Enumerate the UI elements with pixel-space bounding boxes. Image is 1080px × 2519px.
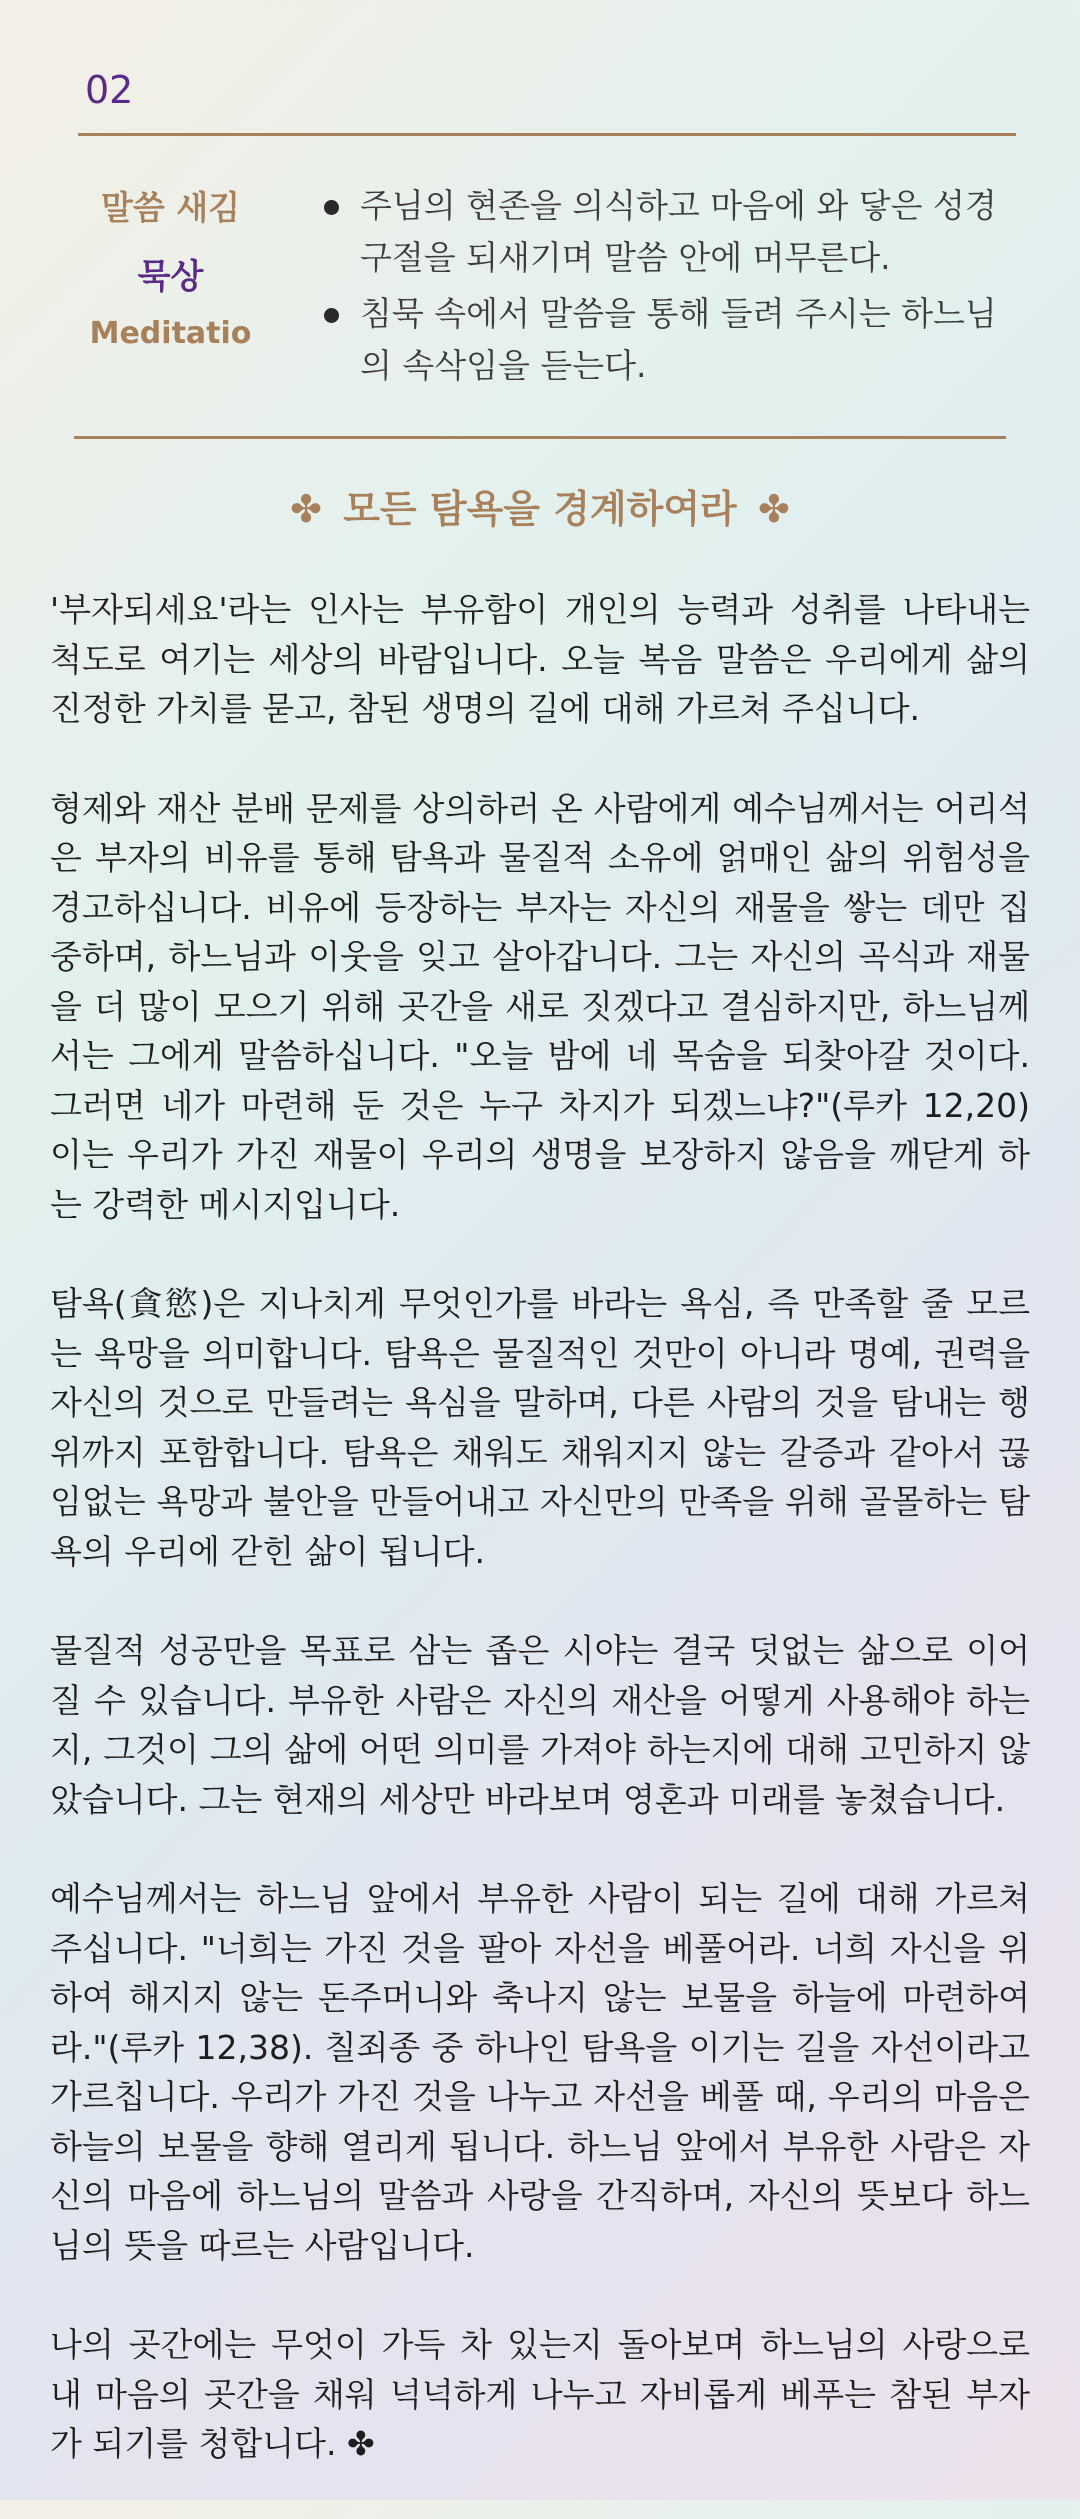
section-labels [58,182,283,351]
bullet-icon [324,308,339,323]
title-text: 모든 탐욕을 경계하여라 [343,487,737,531]
paragraph: 형제와 재산 분배 문제를 상의하러 온 사람에게 예수님께서는 어리석은 부자의 비유를 통해 탐욕과 물질적 소유에 얽매인 삶의 위험성을 경고하십니다. 비유에 등장하는 부자는 자신의 재물을 쌓는 데만 집중하며, 하느님과 이웃을 잊고 살아갑니다. 그는 자신의 곡식과 재물을 더 많이 모으기 위해 곳간을 새로 짓겠다고 결심하지만, 하느님께서는 그에게 말씀하십니다. "오늘 밤에 네 목숨을 되찾아갈 것이다. 그러면 네가 마련해 둔 것은 누구 차지가 되겠느냐?"(루카 12,20) 이는 우리가 가진 재물이 우리의 생명을 보장하지 않음을 깨닫게 하는 강력한 메시지입니다. [50,788,1030,1224]
section-label-korean: 말씀 새김 [100,188,240,227]
page-number: 02 [85,68,134,112]
bottom-divider [74,436,1006,439]
paragraph: 예수님께서는 하느님 앞에서 부유한 사람이 되는 길에 대해 가르쳐 주십니다. "너희는 가진 것을 팔아 자선을 베풀어라. 너희 자신을 위하여 해지지 않는 돈주머니와 축나지 않는 보물을 하늘에 마련하여라."(루카 12,38). 칠죄종 중 하나인 탐욕을 이기는 길을 자선이라고 가르칩니다. 우리가 가진 것을 나누고 자선을 베풀 때, 우리의 마음은 하늘의 보물을 향해 열리게 됩니다. 하느님 앞에서 부유한 사람은 자신의 마음에 하느님의 말씀과 사랑을 간직하며, 자신의 뜻보다 하느님의 뜻을 따르는 사람입니다. [50,1879,1030,2265]
paragraph: 탐욕(貪慾)은 지나치게 무엇인가를 바라는 욕심, 즉 만족할 줄 모르는 욕망을 의미합니다. 탐욕은 물질적인 것만이 아니라 명예, 권력을 자신의 것으로 만들려는 욕심을 말하며, 다른 사람의 것을 탐내는 행위까지 포함합니다. 탐욕은 채워도 채워지지 않는 갈증과 같아서 끊임없는 욕망과 불안을 만들어내고 자신만의 만족을 위해 골몰하는 탐욕의 우리에 갇힌 삶이 됩니다. [50,1284,1030,1571]
guideline-text: 침묵 속에서 말씀을 통해 들려 주시는 하느님의 속삭임을 듣는다. [360,294,997,385]
paragraph: 나의 곳간에는 무엇이 가득 차 있는지 돌아보며 하느님의 사랑으로 내 마음의 곳간을 채워 넉넉하게 나누고 자비롭게 베푸는 참된 부자가 되기를 청합니다. ✤ [50,2325,1030,2463]
reflection-body [50,585,1030,2519]
bullet-icon [324,200,339,215]
meditation-guidelines [310,180,1010,396]
guideline-item [310,180,1010,284]
guideline-item [310,288,1010,392]
reflection-title [0,478,1080,533]
section-label-latin: Meditatio [89,316,252,351]
clover-ornament-icon: ✤ [758,487,790,531]
section-label-meditation: 묵상 [137,257,204,297]
top-divider [78,133,1016,136]
guideline-text: 주님의 현존을 의식하고 마음에 와 닿은 성경구절을 되새기며 말씀 안에 머무른다. [360,186,997,277]
clover-ornament-icon: ✤ [290,487,322,531]
paragraph: '부자되세요'라는 인사는 부유함이 개인의 능력과 성취를 나타내는 척도로 여기는 세상의 바람입니다. 오늘 복음 말씀은 우리에게 삶의 진정한 가치를 묻고, 참된 생명의 길에 대해 가르쳐 주십니다. [50,590,1030,728]
paragraph: 물질적 성공만을 목표로 삼는 좁은 시야는 결국 덧없는 삶으로 이어질 수 있습니다. 부유한 사람은 자신의 재산을 어떻게 사용해야 하는지, 그것이 그의 삶에 어떤 의미를 가져야 하는지에 대해 고민하지 않았습니다. 그는 현재의 세상만 바라보며 영혼과 미래를 놓쳤습니다. [50,1631,1030,1819]
